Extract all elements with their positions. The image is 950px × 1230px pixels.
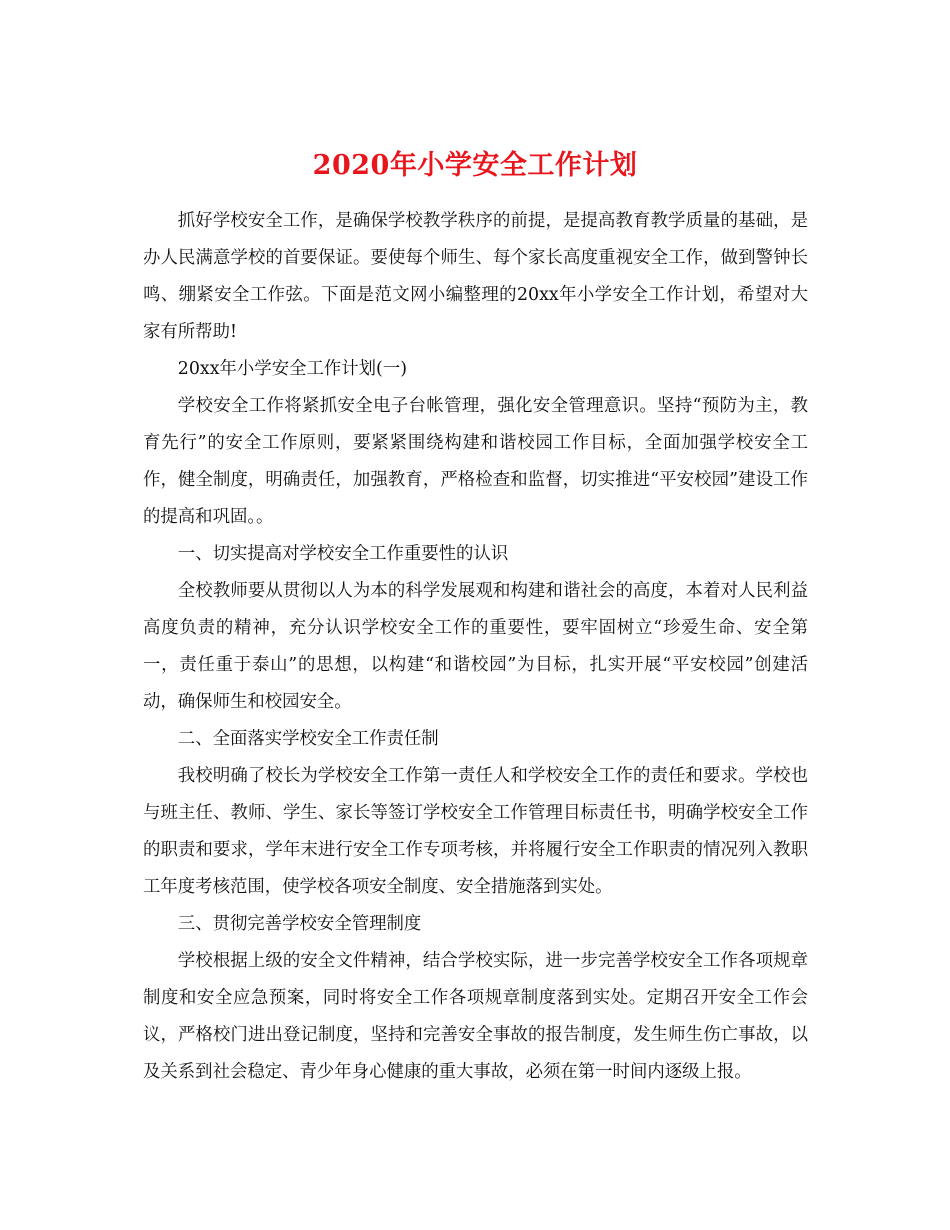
section-heading-3: 三、贯彻完善学校安全管理制度 <box>177 914 422 934</box>
plan-subtitle: 20xx年小学安全工作计划(一) <box>177 359 408 379</box>
overview-paragraph: 学校安全工作将紧抓安全电子台帐管理，强化安全管理意识。坚持“预防为主，教育先行”的安全工作原则，要紧紧围绕构建和谐校园工作目标，全面加强学校安全工作，健全制度，明确责任，加强教育，严格检查和监督，切实推进“平安校园”建设工作的提高和巩固。。 <box>143 396 808 527</box>
document-title: 2020年小学安全工作计划 <box>312 150 638 182</box>
section-paragraph-2: 我校明确了校长为学校安全工作第一责任人和学校安全工作的责任和要求。学校也与班主任、教师、学生、家长等签订学校安全工作管理目标责任书，明确学校安全工作的职责和要求，学年末进行安全工作专项考核，并将履行安全工作职责的情况列入教职工年度考核范围，使学校各项安全制度、安全措施落到实处。 <box>143 766 808 897</box>
section-heading-2: 二、全面落实学校安全工作责任制 <box>177 729 439 749</box>
document-body <box>143 203 808 1091</box>
section-paragraph-3: 学校根据上级的安全文件精神，结合学校实际，进一步完善学校安全工作各项规章制度和安全应急预案，同时将安全工作各项规章制度落到实处。定期召开安全工作会议，严格校门进出登记制度，坚持和完善安全事故的报告制度，发生师生伤亡事故，以及关系到社会稳定、青少年身心健康的重大事故，必须在第一时间内逐级上报。 <box>143 951 808 1082</box>
section-paragraph-1: 全校教师要从贯彻以人为本的科学发展观和构建和谐社会的高度，本着对人民利益高度负责的精神，充分认识学校安全工作的重要性，要牢固树立“珍爱生命、安全第一，责任重于泰山”的思想，以构建“和谐校园”为目标，扎实开展“平安校园”创建活动，确保师生和校园安全。 <box>143 581 808 712</box>
intro-paragraph: 抓好学校安全工作，是确保学校教学秩序的前提，是提高教育教学质量的基础，是办人民满意学校的首要保证。要使每个师生、每个家长高度重视安全工作，做到警钟长鸣、绷紧安全工作弦。下面是范文网小编整理的20xx年小学安全工作计划，希望对大家有所帮助! <box>143 211 808 342</box>
section-heading-1: 一、切实提高对学校安全工作重要性的认识 <box>177 544 509 564</box>
